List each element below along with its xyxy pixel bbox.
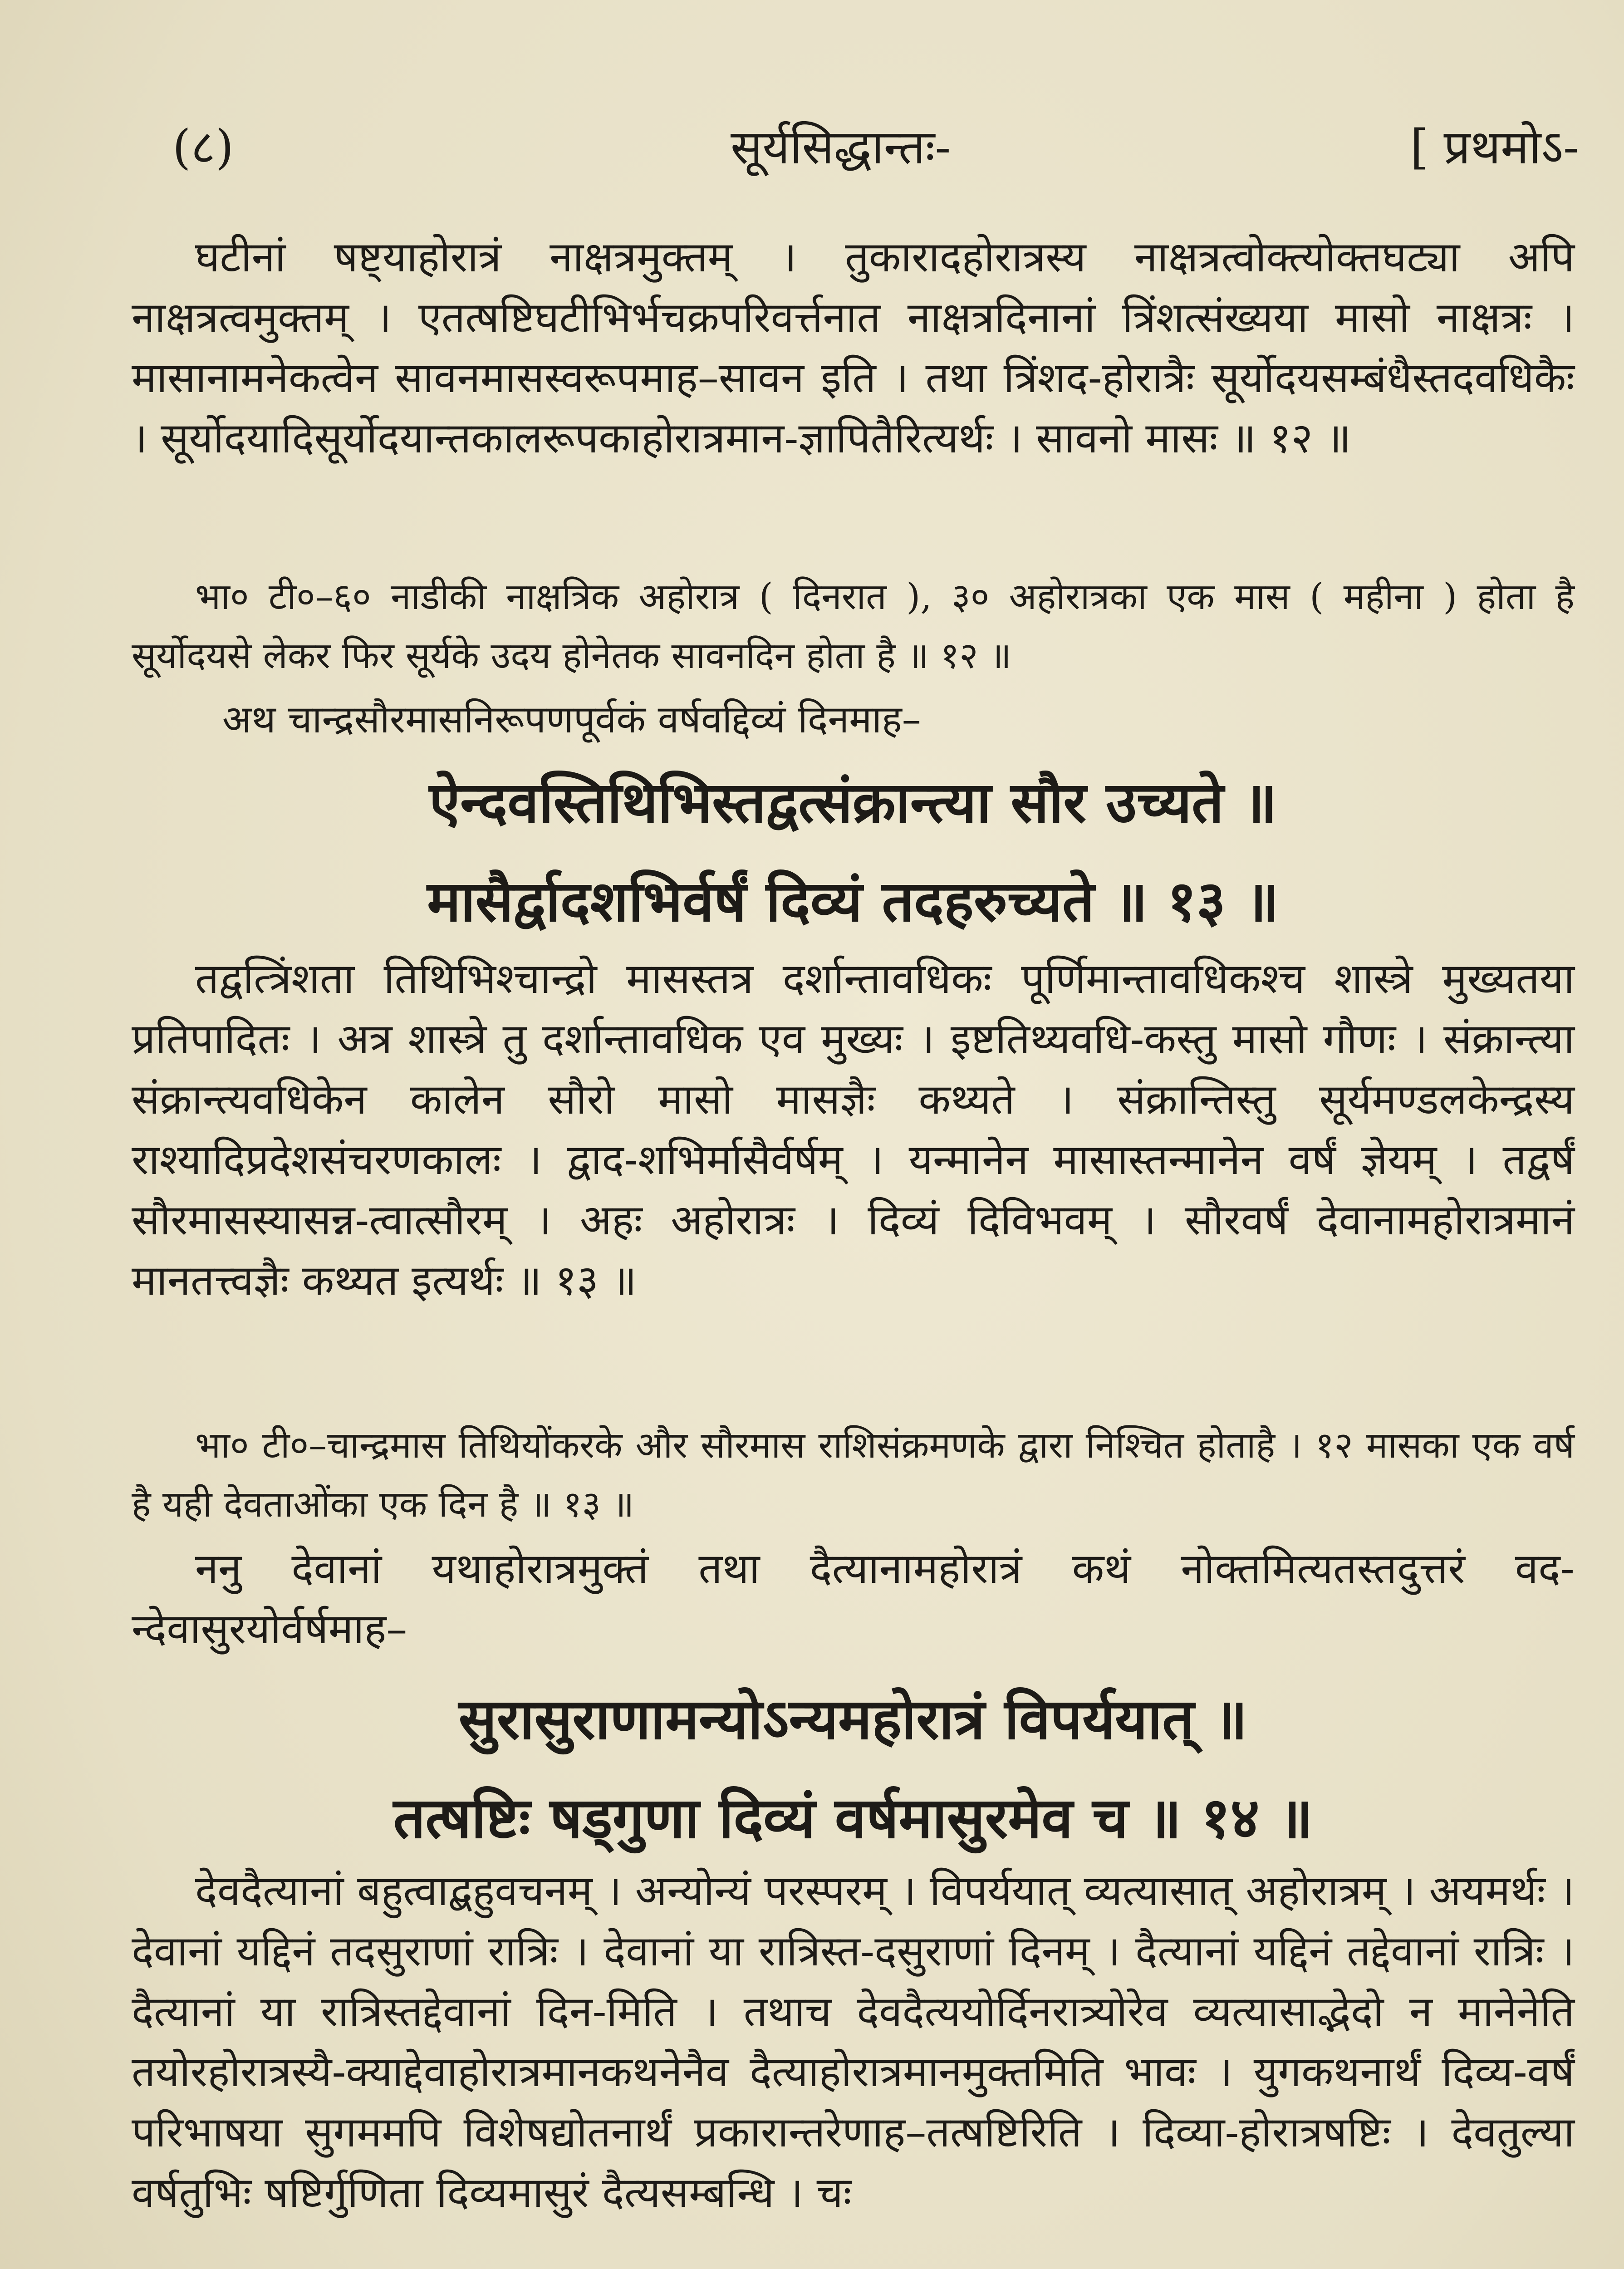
hindi-translation-2: भा० टी०–चान्द्रमास तिथियोंकरके और सौरमास राशिसंक्रमणके द्वारा निश्चित होताहै । १२ मासका एक वर्ष है यही देवताओंका एक दिन है ॥ १३ ॥ [132, 1424, 1575, 1525]
page-number: (८) [172, 119, 234, 175]
chapter-marker: [ प्रथमोऽ- [1410, 119, 1579, 175]
verse-14-line-2: तत्षष्टिः षड्गुणा दिव्यं वर्षमासुरमेव च ॥ १४ ॥ [393, 1785, 1313, 1851]
page-header [172, 113, 1579, 175]
verse-introduction-1: अथ चान्द्रसौरमासनिरूपणपूर्वकं वर्षवद्दिव्यं दिनमाह– [222, 697, 921, 742]
commentary-paragraph-1: घटीनां षष्ट्याहोरात्रं नाक्षत्रमुक्तम् । तुकारादहोरात्रस्य नाक्षत्रत्वोक्त्योक्तघट्या अपि नाक्षत्रत्वमुक्तम् । एतत्षष्टिघटीभिर्भचक्रपरिवर्त्तनात नाक्षत्रदिनानां त्रिंशत्संख्यया मासो नाक्षत्रः । मासानामनेकत्वेन सावनमासस्वरूपमाह–सावन इति । तथा त्रिंशद-होरात्रैः सूर्योदयसम्बंधैस्तदवधिकैः । सूर्योदयादिसूर्योदयान्तकालरूपकाहोरात्रमान-ज्ञापितैरित्यर्थः । सावनो मासः ॥ १२ ॥ [132, 233, 1575, 462]
running-title: सूर्यसिद्धान्तः- [731, 119, 951, 175]
verse-14 [132, 1670, 1575, 1868]
commentary-paragraph-3: देवदैत्यानां बहुत्वाद्बहुवचनम् । अन्योन्यं परस्परम् । विपर्ययात् व्यत्यासात् अहोरात्रम् । अयमर्थः । देवानां यद्दिनं तदसुराणां रात्रिः । देवानां या रात्रिस्त-दसुराणां दिनम् । दैत्यानां यद्दिनं तद्देवानां रात्रिः । दैत्यानां या रात्रिस्तद्देवानां दिन-मिति । तथाच देवदैत्ययोर्दिनरात्र्योरेव व्यत्यासाद्भेदो न मानेनेति तयोरहोरात्रस्यै-क्याद्देवाहोरात्रमानकथनेनैव दैत्याहोरात्रमानमुक्तमिति भावः । युगकथनार्थं दिव्य-वर्षं परिभाषया सुगममपि विशेषद्योतनार्थं प्रकारान्तरेणाह–तत्षष्टिरिति । दिव्या-होरात्रषष्टिः । देवतुल्या वर्षतुभिः षष्टिर्गुणिता दिव्यमासुरं दैत्यसम्बन्धि । चः [132, 1866, 1575, 2217]
verse-14-line-1: सुरासुराणामन्योऽन्यमहोरात्रं विपर्ययात् ॥ [458, 1686, 1248, 1752]
verse-13 [132, 753, 1575, 951]
verse-13-line-1: ऐन्दवस्तिथिभिस्तद्वत्संक्रान्त्या सौर उच्यते ॥ [429, 770, 1277, 835]
hindi-translation-1: भा० टी०–६० नाडीकी नाक्षत्रिक अहोरात्र ( दिनरात ), ३० अहोरात्रका एक मास ( महीना ) होता है सूर्योदयसे लेकर फिर सूर्यके उदय होनेतक सावनदिन होता है ॥ १२ ॥ [132, 575, 1575, 677]
verse-13-line-2: मासैर्द्वादशभिर्वर्षं दिव्यं तदहरुच्यते ॥ १३ ॥ [427, 869, 1279, 934]
commentary-paragraph-2: तद्वत्त्रिंशता तिथिभिश्चान्द्रो मासस्तत्र दर्शान्तावधिकः पूर्णिमान्तावधिकश्च शास्त्रे मुख्यतया प्रतिपादितः । अत्र शास्त्रे तु दर्शान्तावधिक एव मुख्यः । इष्टतिथ्यवधि-कस्तु मासो गौणः । संक्रान्त्या संक्रान्त्यवधिकेन कालेन सौरो मासो मासज्ञैः कथ्यते । संक्रान्तिस्तु सूर्यमण्डलकेन्द्रस्य राश्यादिप्रदेशसंचरणकालः । द्वाद-शभिर्मासैर्वर्षम् । यन्मानेन मासास्तन्मानेन वर्षं ज्ञेयम् । तद्वर्षं सौरमासस्यासन्न-त्वात्सौरम् । अहः अहोरात्रः । दिव्यं दिविभवम् । सौरवर्षं देवानामहोरात्रमानं मानतत्त्वज्ञैः कथ्यत इत्यर्थः ॥ १३ ॥ [132, 954, 1575, 1305]
verse-introduction-2: ननु देवानां यथाहोरात्रमुक्तं तथा दैत्यानामहोरात्रं कथं नोक्तमित्यतस्तदुत्तरं वद-न्देवासुरयोर्वर्षमाह– [132, 1544, 1575, 1653]
